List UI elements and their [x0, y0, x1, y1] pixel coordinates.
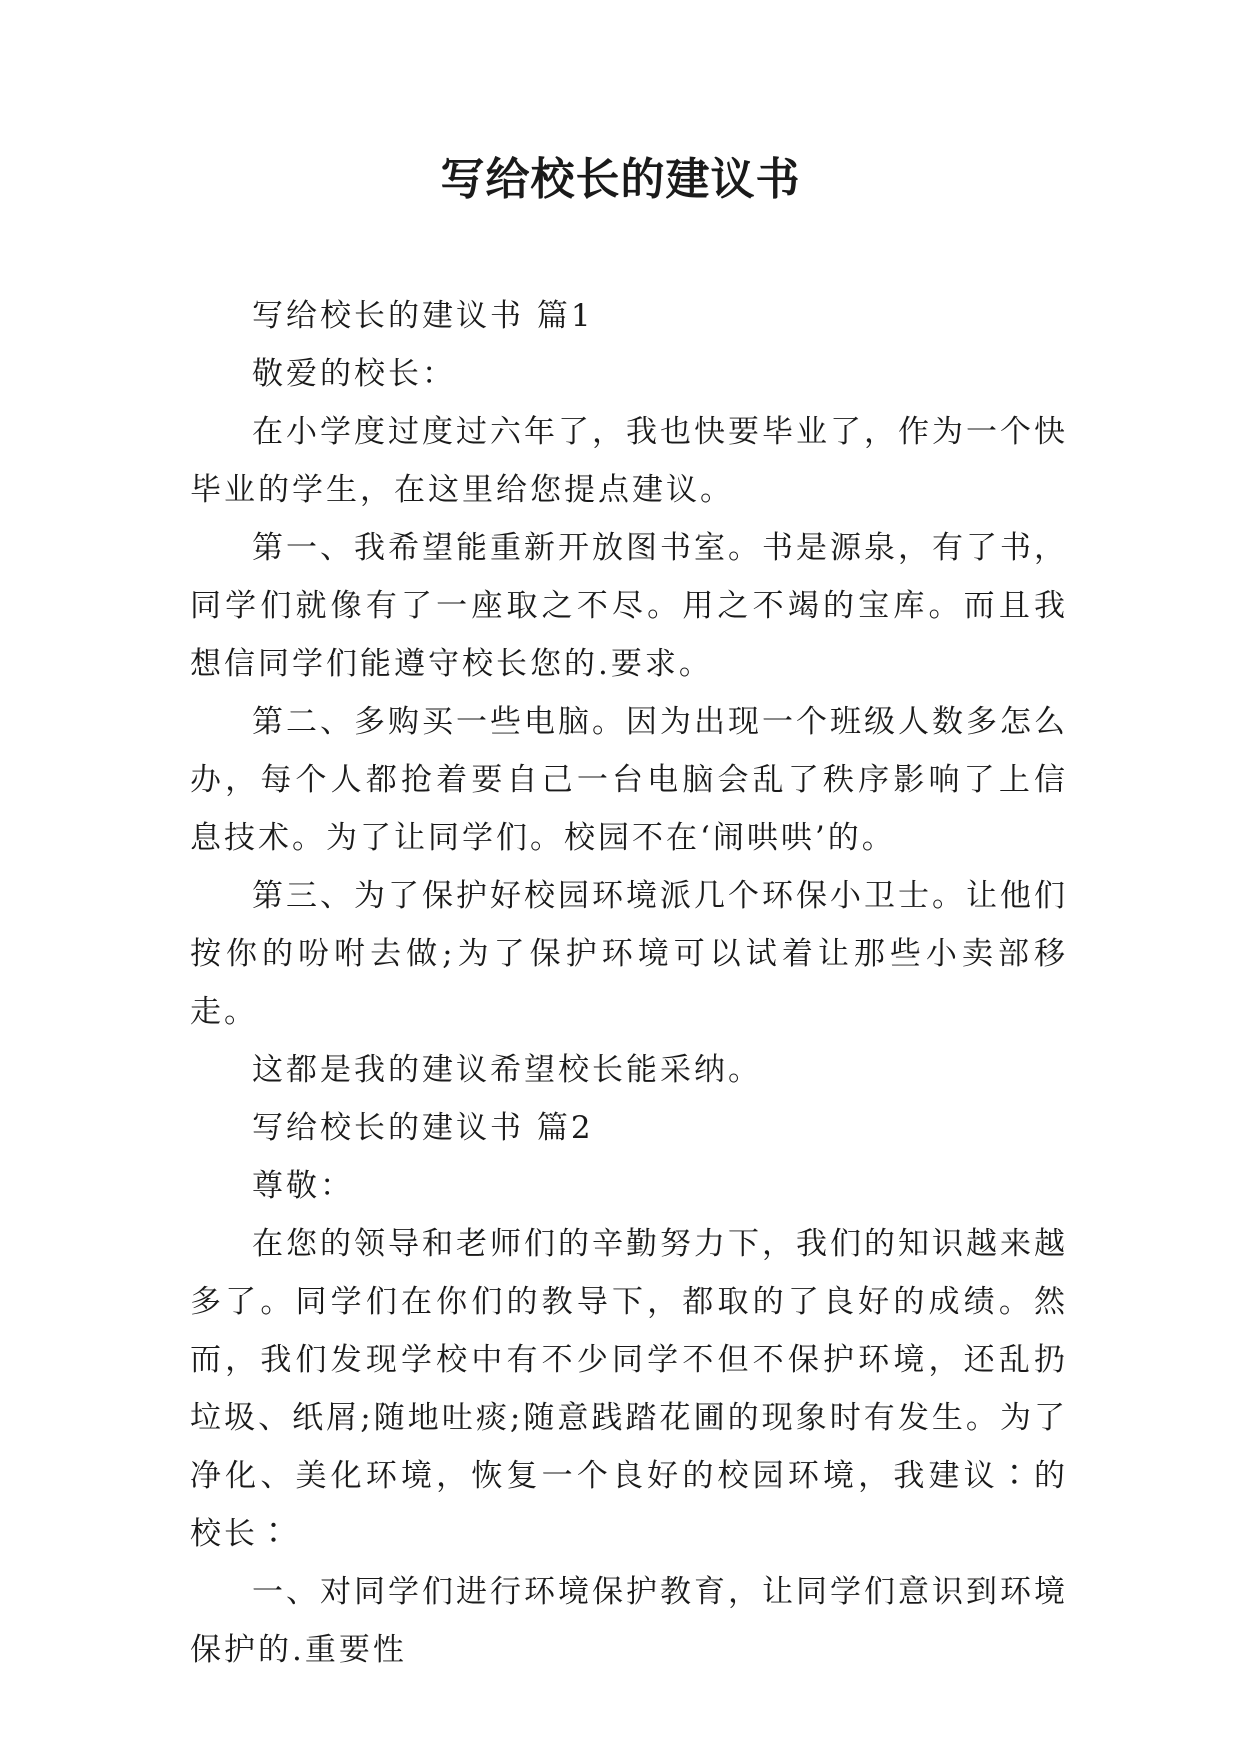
salutation-2: 尊敬： [252, 1168, 354, 1204]
paragraph: 在小学度过度过六年了，我也快要毕业了，作为一个快毕业的学生，在这里给您提点建议。 [190, 414, 1068, 508]
document-body [190, 287, 1068, 1679]
section-heading-2: 写给校长的建议书 篇2 [252, 1110, 594, 1146]
salutation-1: 敬爱的校长： [252, 356, 456, 392]
paragraph: 一、对同学们进行环境保护教育，让同学们意识到环境保护的.重要性 [190, 1574, 1068, 1668]
section-heading-1: 写给校长的建议书 篇1 [252, 298, 594, 334]
paragraph: 第一、我希望能重新开放图书室。书是源泉，有了书，同学们就像有了一座取之不尽。用之不竭的宝库。而且我想信同学们能遵守校长您的.要求。 [190, 530, 1068, 682]
paragraph: 第三、为了保护好校园环境派几个环保小卫士。让他们按你的吩咐去做;为了保护环境可以试着让那些小卖部移走。 [190, 878, 1068, 1030]
paragraph: 第二、多购买一些电脑。因为出现一个班级人数多怎么办，每个人都抢着要自己一台电脑会乱了秩序影响了上信息技术。为了让同学们。校园不在‘闹哄哄’的。 [190, 704, 1068, 856]
paragraph: 在您的领导和老师们的辛勤努力下，我们的知识越来越多了。同学们在你们的教导下，都取的了良好的成绩。然而，我们发现学校中有不少同学不但不保护环境，还乱扔垃圾、纸屑;随地吐痰;随意践踏花圃的现象时有发生。为了净化、美化环境，恢复一个良好的校园环境，我建议∶的校长∶ [190, 1226, 1068, 1552]
document-title: 写给校长的建议书 [440, 154, 801, 205]
paragraph: 这都是我的建议希望校长能采纳。 [252, 1052, 762, 1088]
